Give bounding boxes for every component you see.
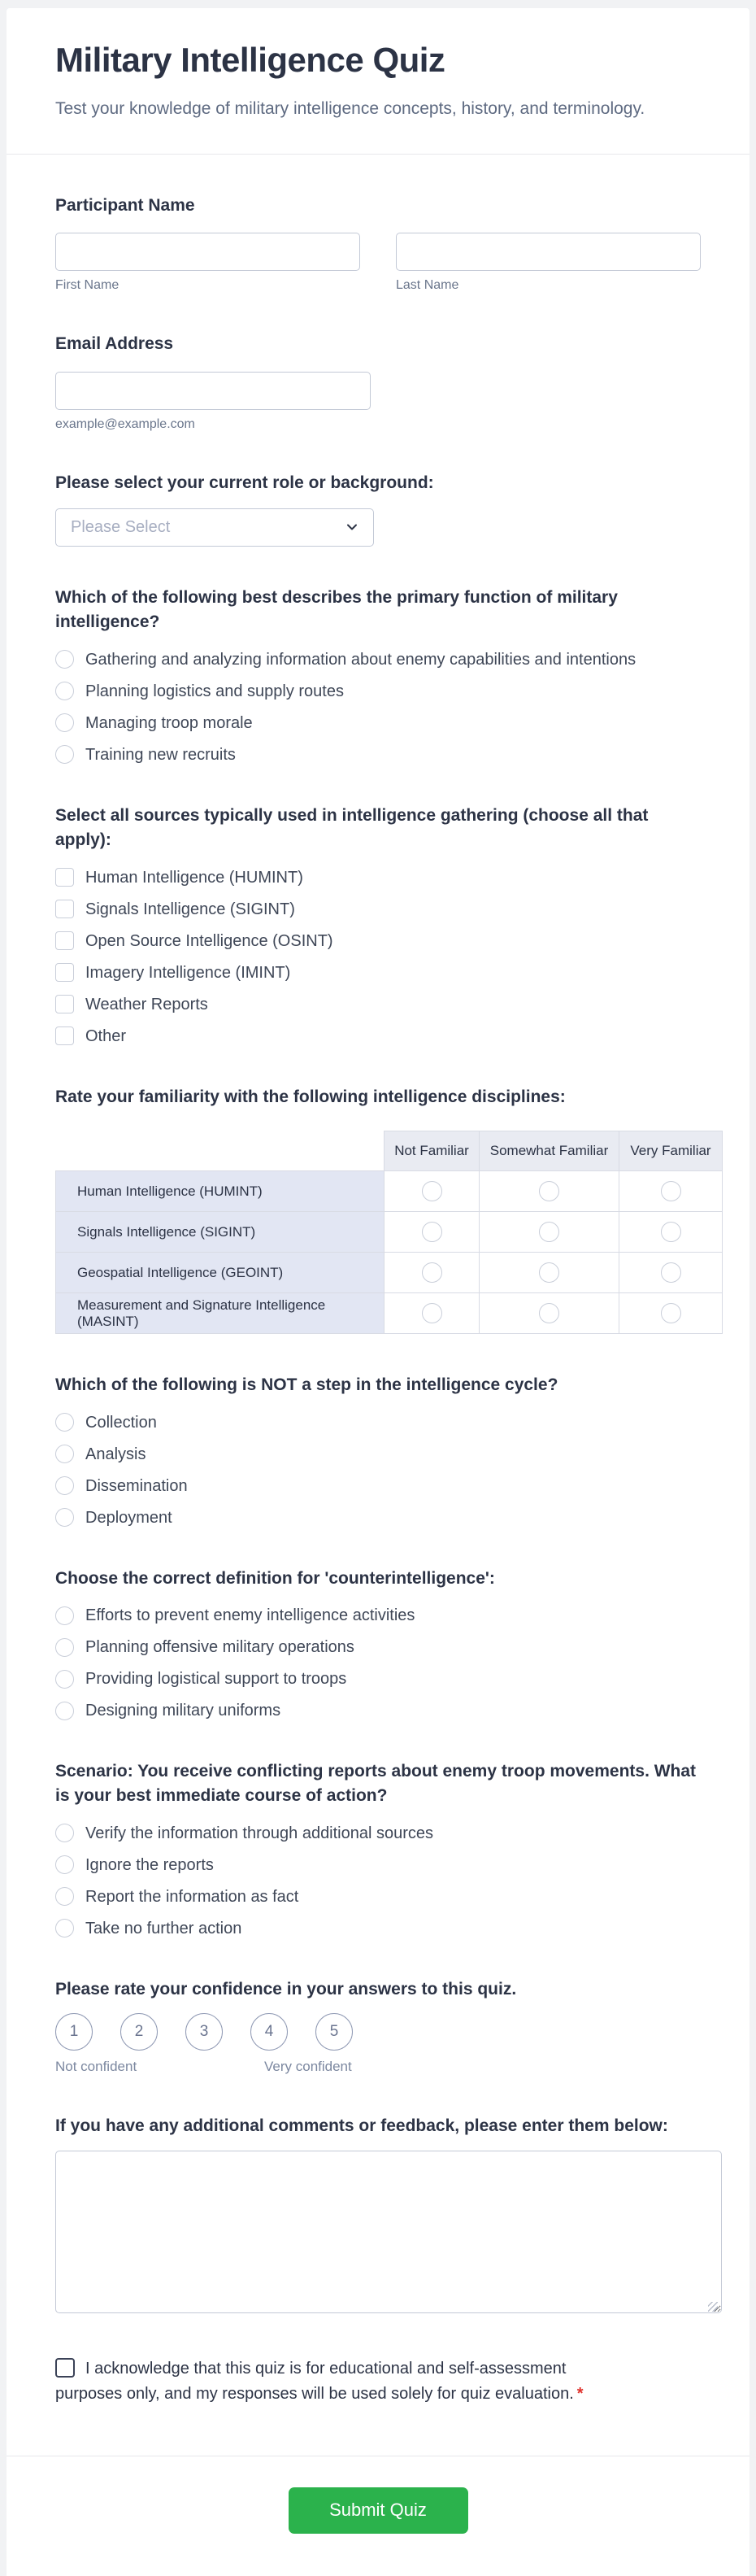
scale-option-5[interactable]: 5 [315,2013,353,2051]
radio-icon[interactable] [55,1670,74,1689]
checkbox-option[interactable] [55,931,701,951]
option-label: Dissemination [85,1476,188,1495]
radio-icon[interactable] [55,745,74,764]
radio-icon[interactable] [55,713,74,732]
question-familiarity-matrix [55,1085,711,1334]
option-label: Deployment [85,1508,172,1527]
form-card [7,8,749,2576]
radio-icon[interactable] [55,1508,74,1527]
question-participant-name [55,194,701,293]
radio-option[interactable] [55,1445,701,1464]
question-role [55,471,701,547]
matrix-row-label: Measurement and Signature Intelligence (MASINT) [56,1293,385,1334]
matrix-cell[interactable] [385,1212,480,1253]
radio-icon[interactable] [55,1606,74,1625]
matrix-cell[interactable] [385,1293,480,1334]
radio-option[interactable] [55,1887,701,1907]
matrix-row [56,1212,723,1253]
radio-icon[interactable] [661,1303,681,1323]
option-label: Analysis [85,1445,146,1463]
matrix-corner-cell [56,1131,385,1171]
checkbox-icon[interactable] [55,995,74,1013]
option-label: Gathering and analyzing information about enemy capabilities and intentions [85,650,637,669]
question-primary-function [55,586,701,765]
option-label: Report the information as fact [85,1887,299,1906]
radio-option[interactable] [55,1824,701,1843]
radio-option[interactable] [55,682,701,701]
acknowledgment-text: I acknowledge that this quiz is for educational and self-assessment purposes only, and my responses will be used solely for quiz evaluation. [55,2359,574,2403]
matrix-row [56,1293,723,1334]
question-label: Scenario: You receive conflicting reports about enemy troop movements. What is your best immediate course of action? [55,1762,697,1806]
form-subtitle: Test your knowledge of military intelligence concepts, history, and terminology. [55,99,645,119]
option-label: Take no further action [85,1919,242,1937]
acknowledgment-option[interactable] [55,2356,632,2407]
radio-icon[interactable] [661,1181,681,1201]
checkbox-icon[interactable] [55,2358,75,2378]
question-label: Rate your familiarity with the following intelligence disciplines: [55,1087,566,1106]
radio-icon[interactable] [539,1262,559,1283]
question-label: Email Address [55,334,174,354]
radio-icon[interactable] [55,682,74,700]
question-label: Which of the following best describes the primary function of military intelligence? [55,587,618,632]
radio-option[interactable] [55,1701,701,1720]
last-name-input[interactable] [396,233,701,271]
email-input[interactable] [55,372,371,410]
matrix-column-header: Somewhat Familiar [480,1131,619,1171]
option-label: Managing troop morale [85,713,253,732]
checkbox-option[interactable] [55,995,701,1014]
matrix-column-header: Very Familiar [619,1131,723,1171]
radio-icon[interactable] [422,1222,442,1242]
role-select-value: Please Select [71,517,171,536]
radio-icon[interactable] [55,1702,74,1720]
radio-icon[interactable] [55,650,74,669]
matrix-cell[interactable] [619,1212,723,1253]
option-label: Other [85,1026,127,1045]
matrix-header-row [56,1131,723,1171]
question-label: Please select your current role or background: [55,473,434,492]
submit-quiz-button[interactable]: Submit Quiz [289,2487,468,2534]
radio-icon[interactable] [422,1181,442,1201]
form-header [55,41,701,121]
first-name-sublabel: First Name [55,278,119,293]
option-label: Imagery Intelligence (IMINT) [85,963,291,982]
option-label: Efforts to prevent enemy intelligence activities [85,1606,415,1625]
radio-option[interactable] [55,1855,701,1875]
option-label: Planning logistics and supply routes [85,682,344,700]
matrix-cell[interactable] [385,1253,480,1293]
checkbox-icon[interactable] [55,931,74,950]
matrix-row-label: Signals Intelligence (SIGINT) [56,1212,385,1253]
scale-option-3[interactable]: 3 [185,2013,223,2051]
option-label: Designing military uniforms [85,1702,281,1720]
question-label: Participant Name [55,195,195,215]
radio-icon[interactable] [55,1887,74,1906]
radio-icon[interactable] [55,1445,74,1463]
radio-icon[interactable] [55,1919,74,1937]
matrix-cell[interactable] [619,1253,723,1293]
question-label: Which of the following is NOT a step in the intelligence cycle? [55,1375,558,1395]
radio-option[interactable] [55,713,701,733]
scale-captions [55,2059,701,2075]
option-label: Open Source Intelligence (OSINT) [85,931,333,950]
name-fields-row [55,233,701,293]
radio-icon[interactable] [661,1222,681,1242]
question-comments [55,2114,701,2317]
radio-option[interactable] [55,1606,701,1625]
matrix-cell[interactable] [619,1171,723,1212]
matrix-row [56,1171,723,1212]
radio-option[interactable] [55,1508,701,1528]
matrix-cell[interactable] [480,1212,619,1253]
question-scenario [55,1759,701,1938]
radio-icon[interactable] [661,1262,681,1283]
radio-option[interactable] [55,1669,701,1689]
email-sublabel: example@example.com [55,416,195,431]
checkbox-option[interactable] [55,900,701,919]
question-label: If you have any additional comments or feedback, please enter them below: [55,2116,668,2136]
radio-option[interactable] [55,1919,701,1938]
option-label: Human Intelligence (HUMINT) [85,868,303,887]
scale-option-4[interactable]: 4 [250,2013,288,2051]
radio-icon[interactable] [539,1303,559,1323]
checkbox-option[interactable] [55,868,701,887]
radio-icon[interactable] [422,1262,442,1283]
checkbox-icon[interactable] [55,868,74,887]
option-label: Training new recruits [85,745,236,764]
question-label: Please rate your confidence in your answers to this quiz. [55,1979,517,1998]
scale-option-1[interactable]: 1 [55,2013,93,2051]
last-name-group [396,233,701,293]
scale-max-label: Very confident [264,2059,352,2075]
form-title: Military Intelligence Quiz [55,41,445,79]
first-name-group [55,233,360,293]
matrix-cell[interactable] [480,1171,619,1212]
matrix-row-label: Human Intelligence (HUMINT) [56,1171,385,1212]
radio-option[interactable] [55,650,701,669]
radio-icon[interactable] [55,1638,74,1657]
role-select[interactable] [55,508,374,547]
radio-option[interactable] [55,1637,701,1657]
question-label: Choose the correct definition for 'counterintelligence': [55,1568,495,1588]
option-label: Planning offensive military operations [85,1638,354,1657]
radio-icon[interactable] [55,1824,74,1842]
radio-option[interactable] [55,1413,701,1432]
last-name-sublabel: Last Name [396,278,459,293]
option-label: Verify the information through additional sources [85,1824,434,1842]
comments-group [55,2151,722,2317]
scale-min-label: Not confident [55,2059,137,2075]
radio-icon[interactable] [55,1855,74,1874]
question-confidence [55,1977,701,2075]
submit-row [55,2487,701,2534]
email-group [55,372,371,432]
option-label: Signals Intelligence (SIGINT) [85,900,295,918]
radio-icon[interactable] [55,1476,74,1495]
matrix-row [56,1253,723,1293]
matrix-cell[interactable] [480,1253,619,1293]
matrix-cell[interactable] [619,1293,723,1334]
option-label: Providing logistical support to troops [85,1670,347,1689]
question-label: Select all sources typically used in intelligence gathering (choose all that apply): [55,805,649,850]
required-asterisk: * [576,2384,584,2403]
radio-icon[interactable] [422,1303,442,1323]
radio-option[interactable] [55,745,701,765]
radio-icon[interactable] [55,1413,74,1432]
option-label: Weather Reports [85,995,208,1013]
matrix-cell[interactable] [385,1171,480,1212]
checkbox-icon[interactable] [55,1026,74,1045]
option-label: Collection [85,1413,157,1432]
confidence-scale [55,2013,701,2051]
comments-textarea[interactable] [55,2151,722,2313]
checkbox-option[interactable] [55,1026,701,1046]
matrix-column-header: Not Familiar [385,1131,480,1171]
checkbox-icon[interactable] [55,963,74,982]
question-email [55,332,701,431]
chevron-down-icon [344,519,360,535]
radio-icon[interactable] [539,1222,559,1242]
question-counterintelligence [55,1567,701,1720]
first-name-input[interactable] [55,233,360,271]
checkbox-icon[interactable] [55,900,74,918]
scale-option-2[interactable]: 2 [120,2013,158,2051]
option-label: Ignore the reports [85,1855,214,1874]
checkbox-option[interactable] [55,963,701,983]
radio-icon[interactable] [539,1181,559,1201]
matrix-cell[interactable] [480,1293,619,1334]
header-divider [7,154,749,155]
matrix-table [55,1131,723,1334]
question-intelligence-cycle [55,1373,701,1527]
radio-option[interactable] [55,1476,701,1496]
matrix-row-label: Geospatial Intelligence (GEOINT) [56,1253,385,1293]
question-sources [55,804,701,1046]
